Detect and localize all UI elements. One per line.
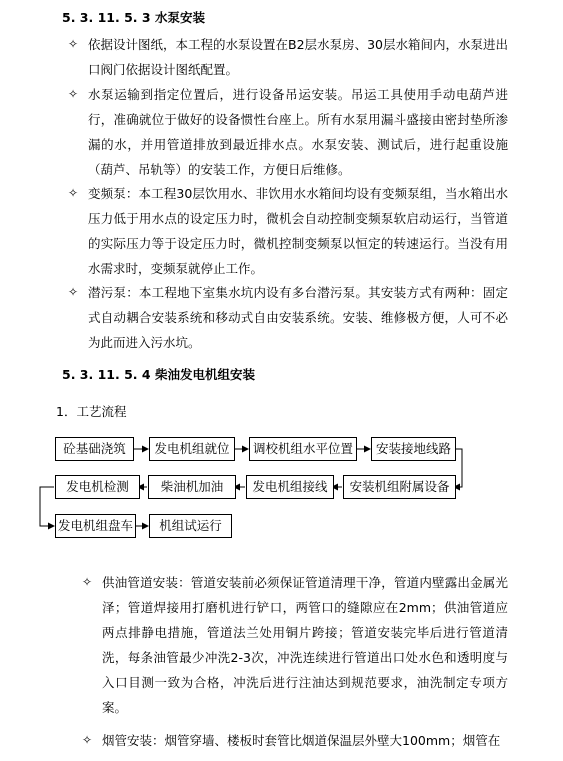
bullet-text: 变频泵：本工程30层饮用水、非饮用水水箱间均设有变频泵组，当水箱出水压力低于用水点的设定压力时，微机会自动控制变频泵软启动运行，当管道的实际压力等于设定压力时，微机控制变频泵以恒定的转速运行。当没有用水需求时，变频泵就停止工作。 xyxy=(88,186,508,276)
section-heading-diesel-generator: 5. 3. 11. 5. 4 柴油发电机组安装 xyxy=(62,367,255,382)
flow-step-refuel: 柴油机加油 xyxy=(148,475,236,499)
process-flow-subheading: 1．工艺流程 xyxy=(56,404,127,419)
flow-step-barring: 发电机组盘车 xyxy=(55,514,136,538)
diamond-bullet-icon: ✧ xyxy=(82,575,93,589)
bullet-text: 依据设计图纸，本工程的水泵设置在B2层水泵房、30层水箱间内，水泵进出口阀门依据设计图纸配置。 xyxy=(88,37,508,77)
diamond-bullet-icon: ✧ xyxy=(68,285,79,299)
bullet-text: 烟管安装：烟管穿墙、楼板时套管比烟道保温层外壁大100mm；烟管在 xyxy=(102,733,501,748)
diamond-bullet-icon: ✧ xyxy=(82,733,93,747)
flow-step-positioning: 发电机组就位 xyxy=(149,437,235,461)
bullet-text: 水泵运输到指定位置后，进行设备吊运安装。吊运工具使用手动电葫芦进行，准确就位于做好的设备惯性台座上。所有水泵用漏斗盛接由密封垫所渗漏的水，并用管道排放到最近排水点。水泵安装、测试后，进行起重设施（葫芦、吊轨等）的安装工作，方便日后维修。 xyxy=(88,87,508,177)
diamond-bullet-icon: ✧ xyxy=(68,37,79,51)
section-heading-water-pump: 5. 3. 11. 5. 3 水泵安装 xyxy=(62,10,205,25)
list-item xyxy=(82,570,508,720)
bullet-text: 供油管道安装：管道安装前必须保证管道清理干净，管道内壁露出金属光泽；管道焊接用打磨机进行铲口，两管口的缝隙应在2mm；供油管道应两点排静电措施，管道法兰处用铜片跨接；管道安装完毕后进行管道清洗，每条油管最少冲洗2-3次，冲洗连续进行管道出口处水色和透明度与入口目测一致为合格，冲洗后进行注油达到规范要求，油洗制定专项方案。 xyxy=(102,575,508,715)
flow-step-inspection: 发电机检测 xyxy=(55,475,140,499)
flow-step-wiring: 发电机组接线 xyxy=(246,475,334,499)
bullet-text: 潜污泵：本工程地下室集水坑内设有多台潜污泵。其安装方式有两种：固定式自动耦合安装系统和移动式自由安装系统。安装、维修极方便，人可不必为此而进入污水坑。 xyxy=(88,285,508,350)
flow-step-accessories: 安装机组附属设备 xyxy=(343,475,456,499)
diamond-bullet-icon: ✧ xyxy=(68,186,79,200)
flow-step-leveling: 调校机组水平位置 xyxy=(249,437,357,461)
list-item xyxy=(82,728,508,753)
diamond-bullet-icon: ✧ xyxy=(68,87,79,101)
flow-step-trial-run: 机组试运行 xyxy=(149,514,232,538)
flow-step-foundation: 砼基础浇筑 xyxy=(55,437,134,461)
flow-step-grounding: 安装接地线路 xyxy=(371,437,456,461)
